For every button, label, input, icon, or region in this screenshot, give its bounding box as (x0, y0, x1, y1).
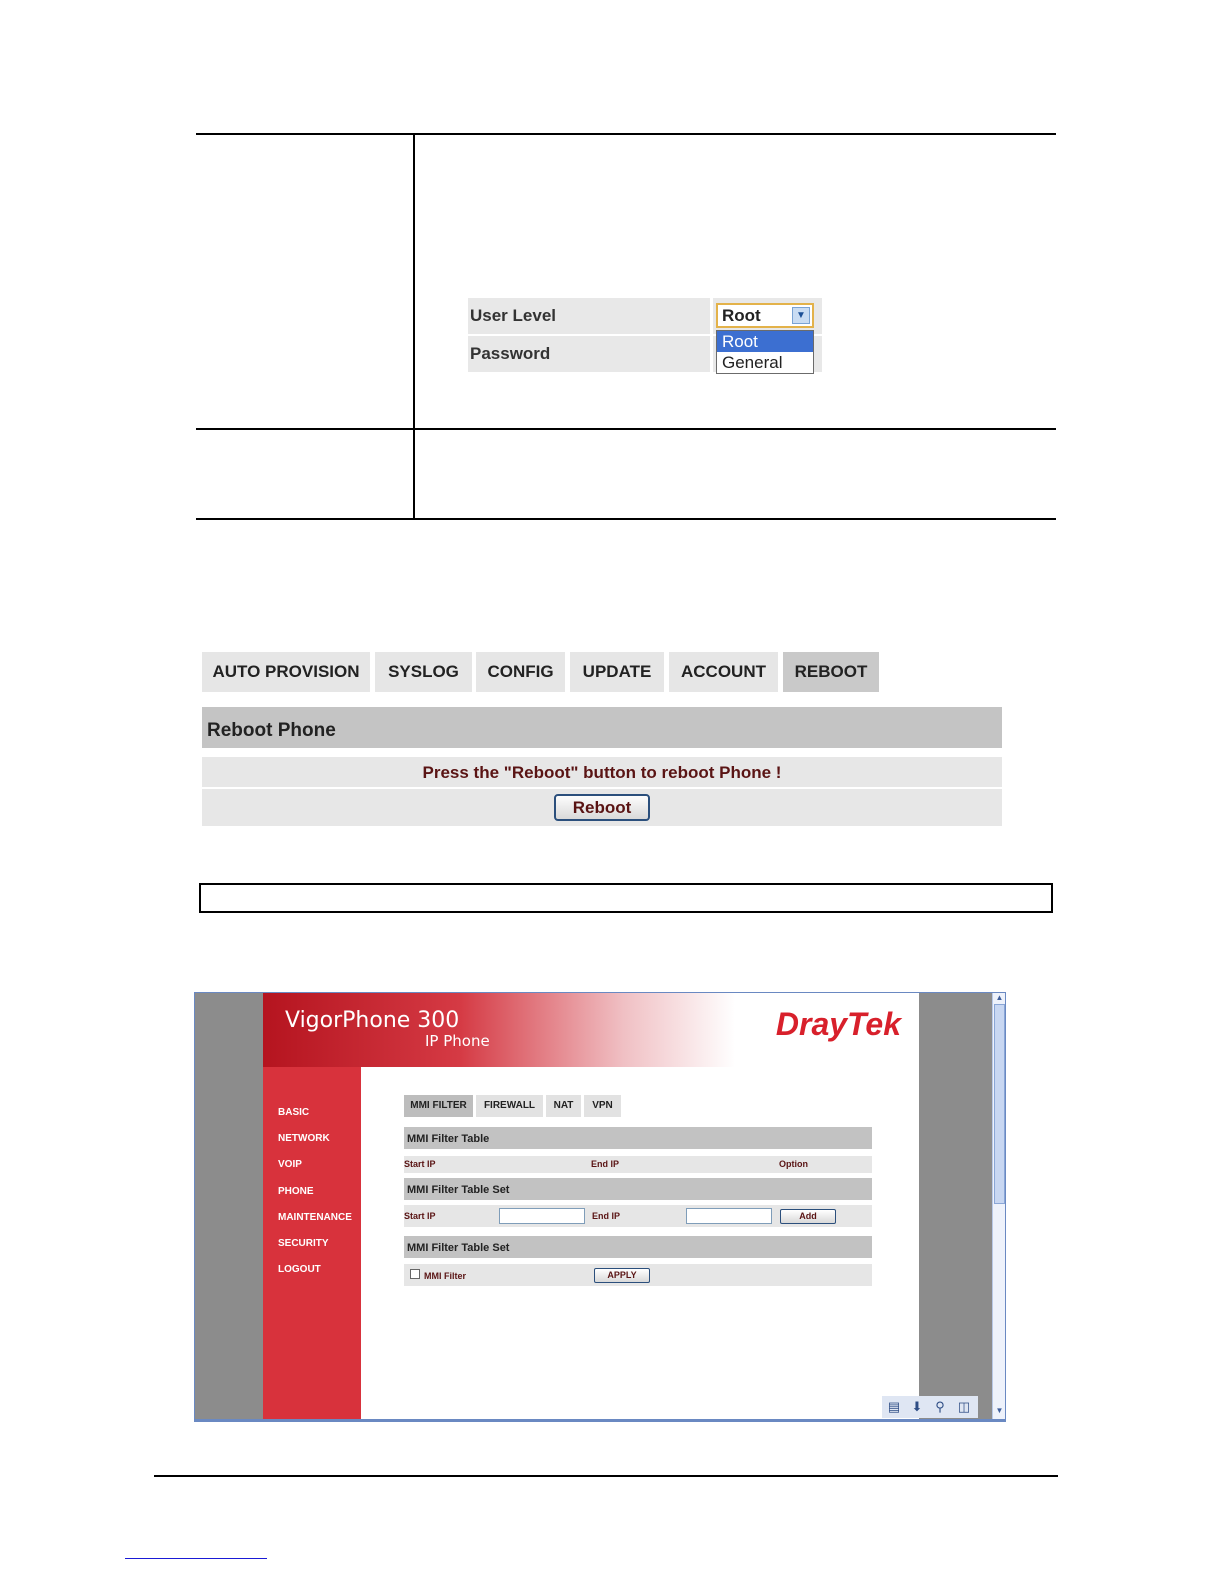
nav-basic[interactable]: BASIC (278, 1107, 310, 1118)
add-button[interactable]: Add (780, 1209, 836, 1224)
tab-account[interactable]: ACCOUNT (669, 652, 778, 692)
nav-phone[interactable]: PHONE (278, 1186, 314, 1197)
user-level-select[interactable] (716, 303, 814, 328)
reboot-message: Press the "Reboot" button to reboot Phone ! (422, 763, 782, 782)
table-bottom-rule (196, 518, 1056, 520)
vigorphone-banner (263, 992, 919, 1067)
mmi-filter-table-header: MMI Filter Table (404, 1127, 872, 1149)
user-level-selected-value: Root (722, 306, 761, 325)
option-root[interactable]: Root (717, 331, 813, 352)
end-ip-label: End IP (592, 1211, 621, 1221)
caption-box (199, 883, 1053, 913)
footer-rule (154, 1475, 1058, 1477)
tab-nat[interactable]: NAT (546, 1095, 581, 1117)
nav-voip[interactable]: VOIP (278, 1159, 302, 1170)
nav-maintenance[interactable]: MAINTENANCE (278, 1212, 352, 1223)
user-level-dropdown (716, 330, 814, 374)
footer-link-underline (125, 1558, 267, 1559)
image-toolbar (882, 1396, 978, 1418)
mmi-filter-set-header-2: MMI Filter Table Set (404, 1236, 872, 1258)
tab-mmi-filter[interactable]: MMI FILTER (404, 1095, 473, 1117)
tab-config[interactable]: CONFIG (476, 652, 565, 692)
column-end-ip: End IP (591, 1159, 620, 1169)
vertical-scrollbar[interactable] (992, 992, 1006, 1422)
tab-update[interactable]: UPDATE (570, 652, 664, 692)
print-icon[interactable]: ▤ (887, 1399, 901, 1414)
tab-reboot[interactable]: REBOOT (783, 652, 879, 692)
tab-firewall[interactable]: FIREWALL (476, 1095, 543, 1117)
option-general[interactable]: General (722, 353, 783, 372)
column-start-ip: Start IP (404, 1159, 436, 1169)
password-label: Password (470, 344, 551, 363)
reboot-title: Reboot Phone (207, 720, 336, 741)
column-option: Option (779, 1159, 808, 1169)
mmi-filter-label: MMI Filter (424, 1271, 466, 1281)
mmi-filter-set-row (404, 1205, 872, 1227)
search-icon[interactable]: ⚲ (935, 1399, 945, 1414)
main-content (361, 1067, 919, 1422)
download-icon[interactable]: ⬇ (911, 1399, 923, 1414)
apply-button[interactable]: APPLY (594, 1268, 650, 1283)
mmi-filter-checkbox[interactable] (410, 1269, 420, 1279)
mmi-filter-columns (404, 1156, 872, 1173)
table-top-rule (196, 133, 1056, 135)
draytek-logo: DrayTek (775, 1006, 901, 1042)
scroll-up-icon[interactable]: ▲ (995, 993, 1004, 1002)
table-middle-rule (196, 428, 1056, 430)
mmi-filter-enable-row (404, 1264, 872, 1286)
nav-network[interactable]: NETWORK (278, 1133, 330, 1144)
mmi-filter-set-header: MMI Filter Table Set (404, 1178, 872, 1200)
start-ip-label: Start IP (404, 1211, 436, 1221)
product-subtitle: IP Phone (425, 1032, 490, 1050)
tab-auto-provision[interactable]: AUTO PROVISION (202, 652, 370, 692)
chevron-down-icon[interactable]: ▼ (792, 307, 810, 324)
trash-icon[interactable]: ◫ (957, 1399, 971, 1414)
product-name: VigorPhone 300 (285, 1008, 460, 1033)
start-ip-input[interactable] (499, 1208, 585, 1224)
reboot-message-row (202, 757, 1002, 787)
scroll-thumb[interactable] (994, 1004, 1005, 1204)
end-ip-input[interactable] (686, 1208, 772, 1224)
table-column-divider (413, 134, 415, 520)
nav-logout[interactable]: LOGOUT (278, 1264, 321, 1275)
nav-security[interactable]: SECURITY (278, 1238, 329, 1249)
user-level-label: User Level (470, 306, 556, 325)
tab-vpn[interactable]: VPN (584, 1095, 621, 1117)
sidebar (263, 1067, 361, 1422)
vigorphone-screenshot (194, 992, 1006, 1422)
tab-syslog[interactable]: SYSLOG (375, 652, 472, 692)
reboot-header (202, 707, 1002, 748)
reboot-button[interactable]: Reboot (554, 794, 650, 821)
scroll-down-icon[interactable]: ▼ (995, 1406, 1004, 1415)
